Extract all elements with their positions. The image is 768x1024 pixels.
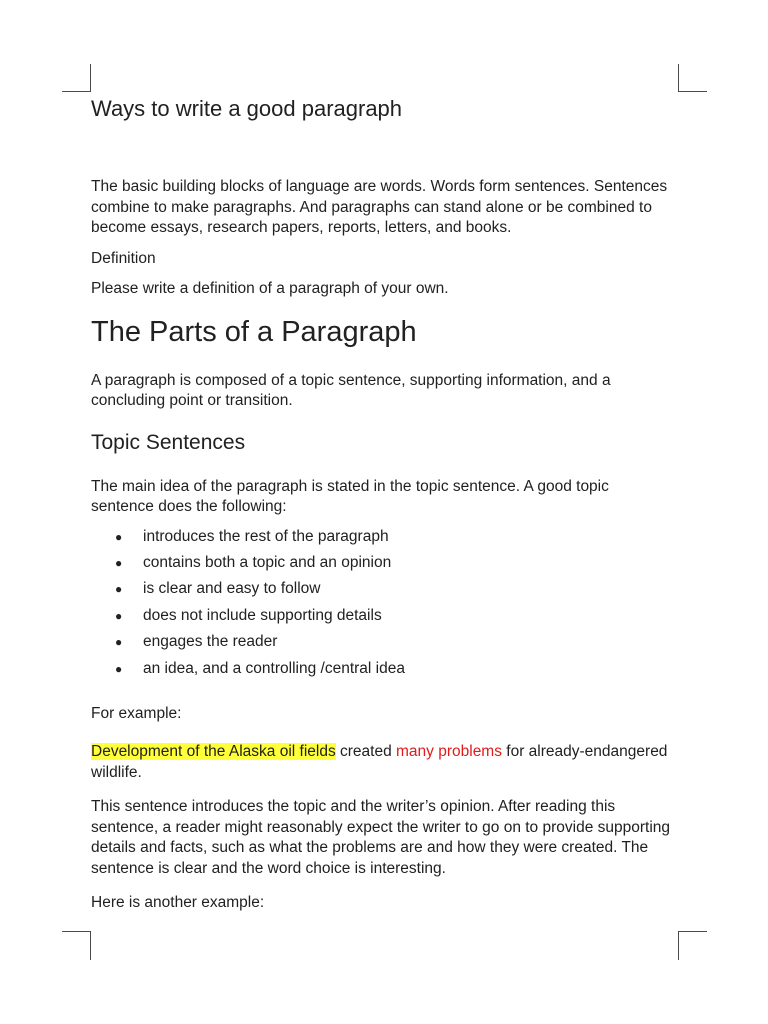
parts-heading: The Parts of a Paragraph — [91, 315, 417, 348]
bullet-icon: ● — [115, 635, 123, 650]
list-item-text: engages the reader — [143, 633, 278, 651]
list-item-text: does not include supporting details — [143, 606, 382, 624]
list-item — [91, 629, 671, 655]
list-item — [91, 603, 671, 629]
bullet-icon: ● — [115, 529, 123, 544]
example-text-connector: created — [335, 743, 397, 761]
document-title: Ways to write a good paragraph — [91, 96, 403, 121]
list-item — [91, 524, 671, 550]
opinion-text: many problems — [396, 743, 502, 761]
list-item-text: an idea, and a controlling /central idea — [143, 659, 405, 677]
for-example-label: For example: — [91, 704, 182, 722]
crop-mark-bottom-left — [62, 931, 91, 960]
bullet-icon: ● — [115, 555, 123, 570]
document-body — [91, 95, 671, 914]
list-item-text: contains both a topic and an opinion — [143, 553, 392, 571]
definition-prompt: Please write a definition of a paragraph of your own. — [91, 280, 449, 297]
topic-paragraph: The main idea of the paragraph is stated in the topic sentence. A good topic sentence does the following: — [91, 477, 609, 515]
list-item — [91, 656, 671, 682]
bullet-icon: ● — [115, 582, 123, 597]
crop-mark-top-right — [678, 64, 707, 92]
bullet-icon: ● — [115, 661, 123, 676]
topic-sentences-heading: Topic Sentences — [91, 430, 246, 454]
list-item-text: is clear and easy to follow — [143, 580, 321, 598]
topic-sentence-criteria-list — [91, 524, 671, 682]
bullet-icon: ● — [115, 608, 123, 623]
list-item-text: introduces the rest of the paragraph — [143, 527, 389, 545]
parts-paragraph: A paragraph is composed of a topic sentence, supporting information, and a concluding point or transition. — [91, 371, 611, 409]
crop-mark-bottom-right — [678, 931, 707, 960]
another-example-label: Here is another example: — [91, 894, 265, 912]
intro-paragraph: The basic building blocks of language are words. Words form sentences. Sentences combine to make paragraphs. And paragraphs can stand alone or be combined to become essays, research papers, reports, letters, and books. — [91, 178, 668, 236]
highlighted-topic: Development of the Alaska oil fields — [91, 743, 336, 761]
crop-mark-top-left — [62, 64, 91, 92]
list-item — [91, 550, 671, 576]
explanation-paragraph: This sentence introduces the topic and the writer’s opinion. After reading this sentence, a reader might reasonably expect the writer to go on to provide supporting details and facts, such as what the problems are and how they were created. The sentence is clear and the word choice is interesting. — [91, 798, 671, 877]
list-item — [91, 576, 671, 602]
definition-label: Definition — [91, 249, 156, 267]
example-text-ending: for already-endangered wildlife. — [91, 743, 668, 781]
example-sentence — [91, 742, 671, 783]
